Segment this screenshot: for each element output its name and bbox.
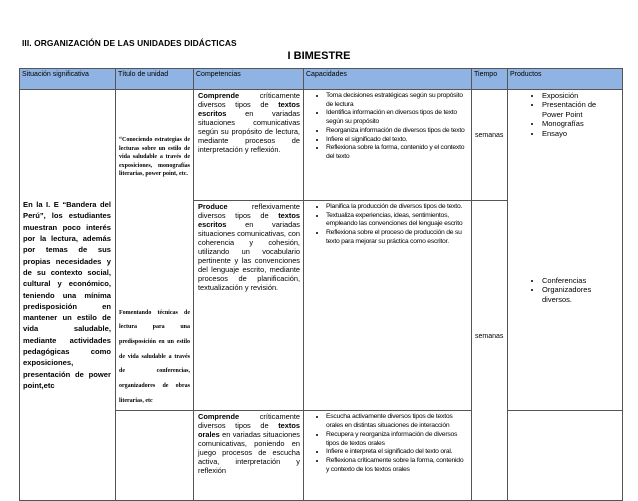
capacidad-item: • Reflexiona sobre la forma, contenido y el contexto del texto bbox=[326, 144, 467, 161]
header-capacidades: Capacidades bbox=[304, 69, 472, 90]
capacidad-item: • Toma decisiones estratégicas según su propósito de lectura bbox=[326, 92, 467, 109]
producto-item: • Ensayo bbox=[542, 129, 618, 138]
header-titulo: Título de unidad bbox=[116, 69, 194, 90]
competencia-text: en variadas situaciones comunicativas según su propósito de lectura, mediante procesos de interpretación y reflexión. bbox=[198, 109, 300, 154]
competencia-text: en variadas situaciones comunicativas, con coherencia y cohesión, utilizando un vocabulario pertinente y las convenciones del lenguaje escrito, mediante procesos de planificación, textualización y revisión. bbox=[198, 220, 300, 292]
producto-item: • Exposición bbox=[542, 91, 618, 100]
capacidad-item: • Infiere e interpreta el significado del texto oral. bbox=[326, 448, 467, 457]
titulo-1-text: “Conociendo estrategias de lecturas sobre un estilo de vida saludable a través de exposiciones, monografías literarias, power point, etc. bbox=[119, 137, 190, 177]
header-tiempo: Tiempo bbox=[472, 69, 508, 90]
competencia-verb: Comprende bbox=[198, 412, 240, 422]
productos-cell-empty bbox=[508, 411, 623, 501]
producto-item: • Organizadores diversos. bbox=[542, 285, 618, 304]
capacidades-cell bbox=[304, 90, 472, 201]
bimestre-title: I BIMESTRE bbox=[287, 50, 351, 62]
table-row bbox=[20, 90, 623, 201]
competencia-text: en variadas situaciones comunicativas, poniendo en juego procesos de escucha activa, interpretación y reflexión bbox=[198, 430, 300, 476]
capacidad-item: • Escucha activamente diversos tipos de textos orales en distintas situaciones de interacción bbox=[326, 413, 467, 430]
capacidades-cell bbox=[304, 201, 472, 411]
competencia-cell bbox=[194, 411, 304, 501]
section-heading: III. ORGANIZACIÓN DE LAS UNIDADES DIDÁCTICAS bbox=[22, 38, 237, 48]
competencia-text: críticamente diversos tipos de bbox=[198, 91, 300, 109]
competencia-verb: Comprende bbox=[198, 91, 240, 100]
tiempo-text: semanas bbox=[475, 333, 504, 340]
capacidades-cell bbox=[304, 411, 472, 501]
titulo-2-text: Fomentando técnicas de lectura para una predisposición en un estilo de vida saludable a través de conferencias, organizadores de obras literarias, etc bbox=[119, 309, 190, 404]
capacidad-item: • Reflexiona sobre el proceso de producción de su texto para mejorar su práctica como escritor. bbox=[326, 229, 467, 246]
tiempo-text: semanas bbox=[475, 132, 504, 139]
producto-item: • Presentación de Power Point bbox=[542, 100, 618, 119]
situacion-text: En la I. E “Bandera del Perú”, los estudiantes muestran poco interés por la lectura, además por temas de sus propias necesidades y de su contexto social, cultural y económico, teniendo una mínima predisposición en mantener un estilo de vida saludable, mediante actividades pedagógicas como exposiciones, presentación de power point,etc bbox=[23, 200, 111, 390]
competencia-type: textos orales bbox=[198, 421, 300, 440]
competencia-text: críticamente diversos tipos de bbox=[198, 412, 300, 431]
capacidad-item: • Infiere el significado del texto. bbox=[326, 136, 467, 145]
tiempo-cell bbox=[472, 201, 508, 501]
titulo-cell bbox=[116, 90, 194, 411]
capacidad-item: • Recupera y reorganiza información de diversos tipos de textos orales bbox=[326, 431, 467, 448]
situacion-cell bbox=[20, 90, 116, 501]
competencia-type: textos escritos bbox=[198, 211, 300, 229]
units-table bbox=[19, 68, 623, 501]
competencia-cell bbox=[194, 90, 304, 201]
tiempo-cell bbox=[472, 90, 508, 201]
titulo-cell-empty bbox=[116, 411, 194, 501]
header-competencias: Competencias bbox=[194, 69, 304, 90]
header-productos: Productos bbox=[508, 69, 623, 90]
competencia-text: reflexivamente diversos tipos de bbox=[198, 202, 300, 220]
competencia-type: textos escritos bbox=[198, 100, 300, 118]
capacidad-item: • Reorganiza información de diversos tipos de texto bbox=[326, 127, 467, 136]
competencia-verb: Produce bbox=[198, 202, 228, 211]
producto-item: • Conferencias bbox=[542, 276, 618, 285]
capacidad-item: • Identifica información en diversos tipos de texto según su propósito bbox=[326, 109, 467, 126]
capacidad-item: • Planifica la producción de diversos tipos de texto. bbox=[326, 203, 467, 212]
productos-cell bbox=[508, 90, 623, 411]
table-header-row bbox=[20, 69, 623, 90]
producto-item: • Monografías bbox=[542, 119, 618, 128]
header-situacion: Situación significativa bbox=[20, 69, 116, 90]
capacidad-item: • Reflexiona críticamente sobre la forma, contenido y contexto de los textos orales bbox=[326, 457, 467, 474]
capacidad-item: • Textualiza experiencias, ideas, sentimientos, empleando las convenciones del lenguaje escrito bbox=[326, 212, 467, 229]
competencia-cell bbox=[194, 201, 304, 411]
